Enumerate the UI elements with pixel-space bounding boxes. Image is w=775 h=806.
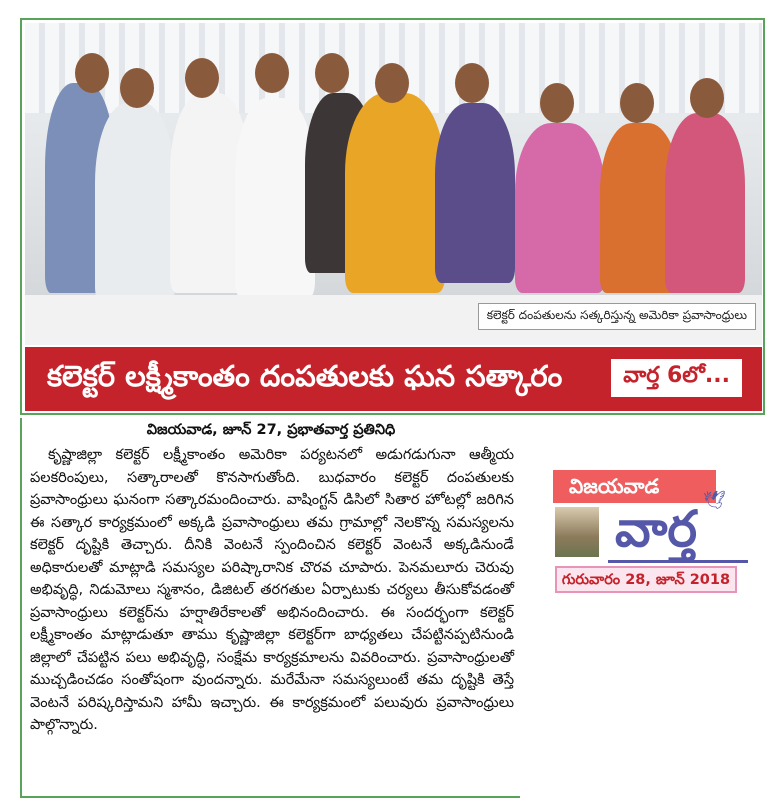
head bbox=[255, 53, 289, 93]
head bbox=[375, 63, 409, 103]
headline: కలెక్టర్ లక్ష్మీకాంతం దంపతులకు ఘన సత్కారం bbox=[47, 359, 563, 393]
dateline: విజయవాడ, జూన్ 27, ప్రభాతవార్త ప్రతినిధి bbox=[146, 422, 396, 438]
head bbox=[185, 58, 219, 98]
masthead-logo: వార్త bbox=[615, 500, 698, 558]
person bbox=[515, 123, 605, 293]
person bbox=[665, 113, 745, 293]
news-clipping-top bbox=[20, 18, 765, 415]
person bbox=[235, 98, 315, 298]
headline-banner bbox=[25, 347, 762, 411]
head bbox=[540, 83, 574, 123]
head bbox=[120, 68, 154, 108]
masthead-building-image bbox=[555, 507, 599, 557]
head bbox=[455, 63, 489, 103]
person bbox=[95, 103, 175, 303]
page-reference: వార్త 6లో... bbox=[609, 357, 744, 399]
masthead-city: విజయవాడ bbox=[553, 470, 716, 503]
article-body: కృష్ణాజిల్లా కలెక్టర్ లక్ష్మీకాంతం అమెరికా పర్యటనలో అడుగడుగునా ఆత్మీయ పలకరింపులు, సత్కారాలతో కొనసాగుతోంది. బుధవారం కలెక్టర్ దంపతులకు ప్రవాసాంధ్రులు ఘనంగా సత్కారమందించారు. వాషింగ్టన్ డిసిలో సితార హోటల్లో జరిగిన ఈ సత్కార కార్యక్రమంలో అక్కడి ప్రవాసాంధ్రులు తమ గ్రామాల్లో నెలకొన్న సమస్యలను కలెక్టర్ దృష్టికి తెచ్చారు. దీనికి వెంటనే స్పందించిన కలెక్టర్ వెంటనే అక్కడినుండే అధికారులతో మాట్లాడి సమస్యల పరిష్కారానిక చొరవ చూపారు. పెనమలూరు చెరువు అభివృద్ధి, నిడుమోలు స్మశానం, డిజిటల్ తరగతుల ఏర్పాటుకు చర్యలు తీసుకోవడంతో ప్రవాసాంధ్రులు కలెక్టర్‌ను హర్షాతిరేకాలతో అభినందించారు. ఈ సందర్భంగా కలెక్టర్ లక్ష్మీకాంతం మాట్లాడుతూ తాము కృష్ణాజిల్లా కలెక్టర్‌గా బాధ్యతలు చేపట్టినప్పటినుండి జిల్లాలో చేపట్టిన పలు అభివృద్ధి, సంక్షేమ కార్యక్రమాలను వివరించారు. ప్రవాసాంధ్రులతో ముచ్చడించడం సంతోషంగా వుందన్నారు. మరేమేనా సమస్యలుంటే తమ దృష్టికి తెస్తే వెంటనే పరిష్కరిస్తామని హామీ ఇచ్చారు. ఈ కార్యక్రమంలో పలువురు ప్రవాసాంధ్రులు పాల్గొన్నారు. bbox=[30, 447, 514, 733]
masthead-rule bbox=[608, 560, 748, 563]
head bbox=[315, 53, 349, 93]
person bbox=[345, 93, 445, 293]
head bbox=[75, 53, 109, 93]
article bbox=[20, 418, 520, 798]
head bbox=[690, 78, 724, 118]
person bbox=[435, 103, 515, 283]
photo-caption: కలెక్టర్ దంపతులను సత్కరిస్తున్న అమెరికా ప్రవాసాంధ్రులు bbox=[478, 303, 756, 330]
masthead-date: గురువారం 28, జూన్ 2018 bbox=[555, 566, 737, 593]
masthead bbox=[553, 470, 753, 595]
group-photo bbox=[25, 23, 762, 345]
dove-icon: 🕊 bbox=[703, 490, 726, 511]
head bbox=[620, 83, 654, 123]
